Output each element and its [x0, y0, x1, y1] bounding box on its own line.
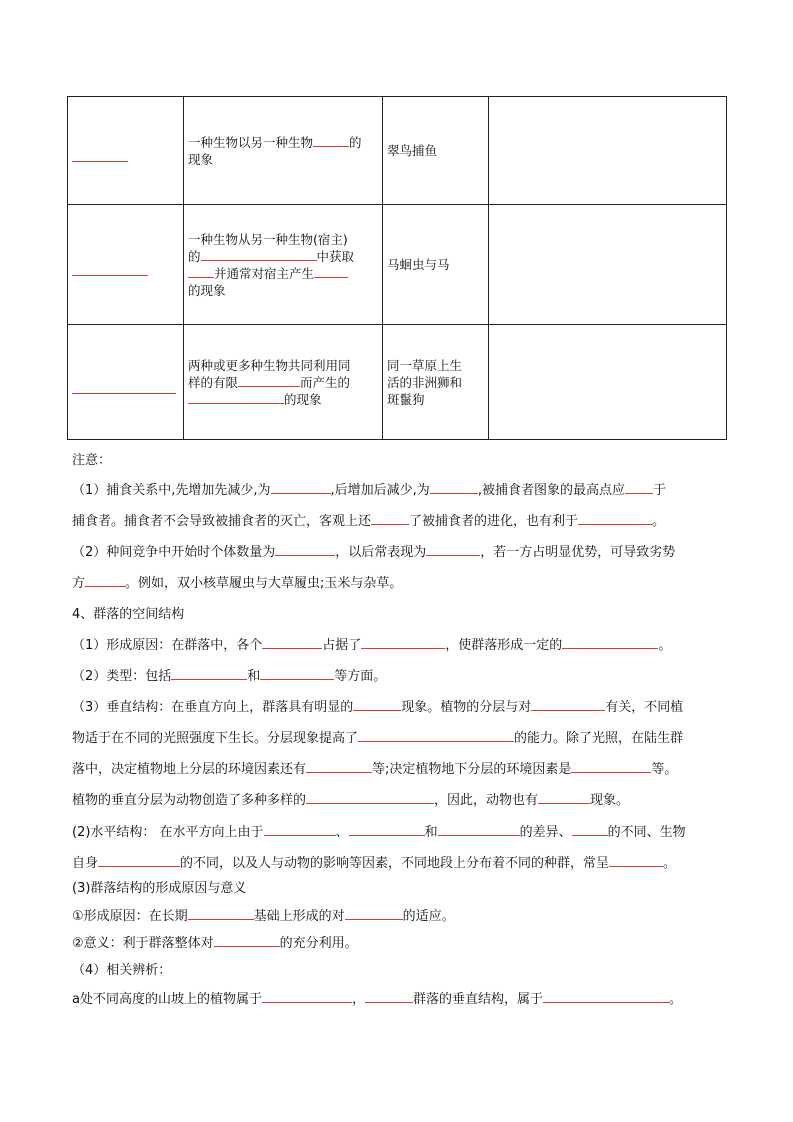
answer-blank[interactable]	[358, 729, 514, 742]
note-title: 注意：	[72, 453, 112, 468]
section-4-analysis-title: （4）相关辨析：	[72, 963, 172, 978]
answer-blank[interactable]	[188, 907, 254, 920]
answer-blank[interactable]	[262, 636, 322, 649]
table-row	[68, 325, 727, 440]
interspecies-relation-table	[67, 96, 727, 440]
relation-desc-cell: 一种生物以另一种生物 的 现象	[184, 97, 383, 205]
section-4-types: （2）类型：包括 和 等方面。	[72, 669, 387, 684]
answer-blank[interactable]	[85, 574, 125, 587]
answer-blank[interactable]	[430, 481, 478, 494]
answer-blank[interactable]	[188, 391, 284, 404]
relation-graph-cell	[489, 205, 727, 325]
answer-blank[interactable]	[271, 481, 331, 494]
section-4-vertical-structure: （3）垂直结构：在垂直方向上，群落具有明显的 现象。植物的分层与对 有关，不同植 物适于在不同的光照强度下生长。分层现象提高了 的能力。除了光照，在陆生群 落中，决定植物地上分层的环境因素还有 等;决定植物地下分层的环境因素是 等。 植物的垂直分层为动物创造了多种多样的 ，因此，动物也有 现象。	[72, 700, 684, 808]
note-paragraph-2: （2）种间竞争中开始时个体数量为 ，以后常表现为 ，若一方占明显优势，可导致劣势 方 。例如，双小核草履虫与大草履虫;玉米与杂草。	[72, 545, 676, 591]
answer-blank[interactable]	[72, 263, 148, 276]
answer-blank[interactable]	[314, 265, 348, 278]
relation-example-cell: 翠鸟捕鱼	[383, 97, 489, 205]
relation-graph-cell	[489, 97, 727, 205]
answer-blank[interactable]	[625, 481, 653, 494]
answer-blank[interactable]	[349, 823, 425, 836]
answer-blank[interactable]	[371, 512, 409, 525]
answer-blank[interactable]	[531, 698, 605, 711]
section-4-origin-title: (3)群落结构的形成原因与意义	[72, 881, 247, 896]
answer-blank[interactable]	[609, 854, 663, 867]
answer-blank[interactable]	[571, 760, 651, 773]
answer-blank[interactable]	[306, 760, 372, 773]
section-4-formation: （1）形成原因：在群落中，各个 占据了 ，使群落形成一定的 。	[72, 638, 672, 653]
answer-blank[interactable]	[188, 265, 214, 278]
answer-blank[interactable]	[345, 907, 403, 920]
relation-name-cell	[68, 325, 184, 440]
answer-blank[interactable]	[98, 854, 180, 867]
relation-graph-cell	[489, 325, 727, 440]
section-4-horizontal-structure: (2)水平结构： 在水平方向上由于 、 和 的差异、 的不同、生物 自身 的不同，以及人与动物的影响等因素，不同地段上分布着不同的种群，常呈 。	[72, 825, 686, 871]
answer-blank[interactable]	[578, 512, 652, 525]
relation-name-cell	[68, 205, 184, 325]
answer-blank[interactable]	[538, 791, 590, 804]
answer-blank[interactable]	[72, 381, 176, 394]
answer-blank[interactable]	[238, 374, 300, 387]
answer-blank[interactable]	[262, 990, 352, 1003]
answer-blank[interactable]	[214, 934, 280, 947]
answer-blank[interactable]	[171, 667, 247, 680]
relation-example-cell: 同一草原上生 活的非洲狮和 斑鬣狗	[383, 325, 489, 440]
answer-blank[interactable]	[275, 543, 335, 556]
table-row	[68, 205, 727, 325]
section-4-origin-cause: ①形成原因：在长期 基础上形成的对 的适应。	[72, 909, 455, 924]
answer-blank[interactable]	[543, 990, 669, 1003]
relation-desc-cell: 一种生物从另一种生物(宿主) 的 中获取 并通常对宿主产生 的现象	[184, 205, 383, 325]
answer-blank[interactable]	[264, 823, 336, 836]
section-4-origin-significance: ②意义：利于群落整体对 的充分利用。	[72, 936, 358, 951]
answer-blank[interactable]	[306, 791, 434, 804]
answer-blank[interactable]	[438, 823, 520, 836]
relation-desc-cell: 两种或更多种生物共同利用同 样的有限 而产生的 的现象	[184, 325, 383, 440]
relation-example-cell: 马蛔虫与马	[383, 205, 489, 325]
answer-blank[interactable]	[361, 636, 445, 649]
answer-blank[interactable]	[201, 248, 317, 261]
answer-blank[interactable]	[365, 990, 413, 1003]
answer-blank[interactable]	[313, 134, 349, 147]
answer-blank[interactable]	[353, 698, 401, 711]
answer-blank[interactable]	[562, 636, 658, 649]
table-row	[68, 97, 727, 205]
answer-blank[interactable]	[426, 543, 480, 556]
answer-blank[interactable]	[72, 149, 128, 162]
note-paragraph-1: （1）捕食关系中,先增加先减少,为 ,后增加后减少,为 ,被捕食者图象的最高点应 于 捕食者。捕食者不会导致被捕食者的灭亡，客观上还 了被捕食者的进化，也有利于 。	[72, 483, 666, 529]
section-4-title: 4、群落的空间结构	[72, 607, 185, 622]
answer-blank[interactable]	[572, 823, 608, 836]
answer-blank[interactable]	[260, 667, 334, 680]
relation-name-cell	[68, 97, 184, 205]
section-4-analysis-a: a处不同高度的山坡上的植物属于 ， 群落的垂直结构，属于 。	[72, 992, 683, 1007]
